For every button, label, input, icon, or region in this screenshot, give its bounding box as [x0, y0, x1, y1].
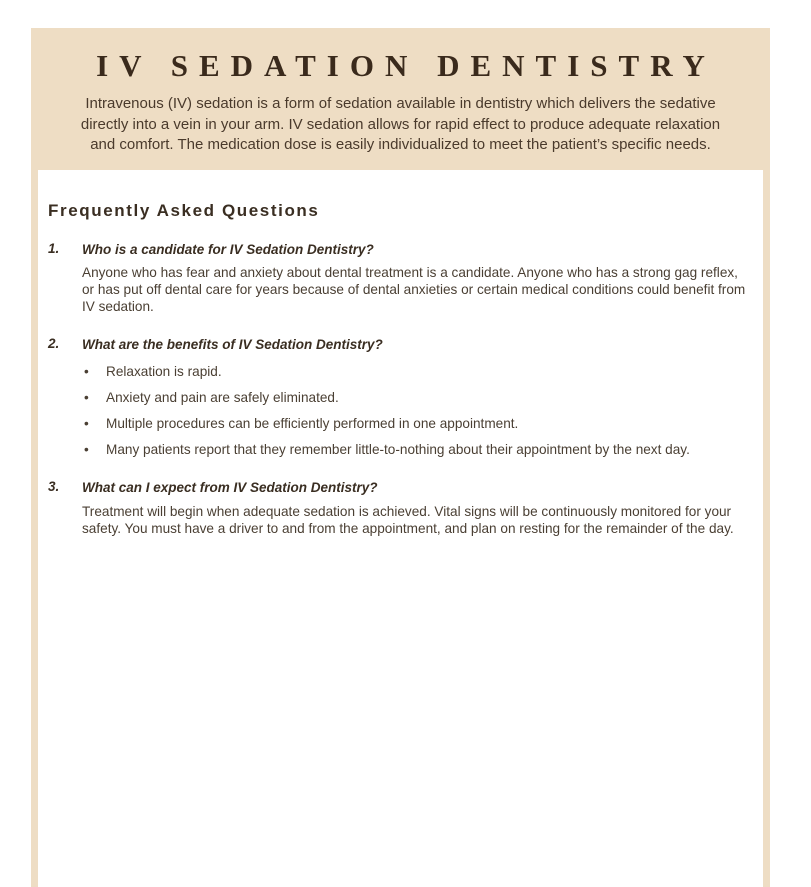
faq-question: What are the benefits of IV Sedation Dentistry? — [82, 337, 383, 353]
faq-item — [48, 479, 751, 536]
faq-bullet-item — [82, 415, 751, 432]
faq-list — [48, 241, 751, 537]
faq-bullet-text: Multiple procedures can be efficiently performed in one appointment. — [106, 416, 519, 432]
faq-question-row — [48, 479, 751, 497]
bullet-icon: • — [84, 390, 89, 406]
faq-answer: Treatment will begin when adequate sedation is achieved. Vital signs will be continuously monitored for your safety. You must have a driver to and from the appointment, and plan on resting for the remainder of the day. — [82, 503, 734, 536]
faq-number: 2. — [48, 336, 60, 352]
faq-question-row — [48, 241, 751, 259]
faq-item — [48, 241, 751, 315]
faq-bullet-item — [82, 389, 751, 406]
banner-description: Intravenous (IV) sedation is a form of sedation available in dentistry which delivers the sedative directly into a vein in your arm. IV sedation allows for rapid effect to produce adequate relaxation and comfort. The medication dose is easily individualized to meet the patient’s specific needs. — [80, 95, 721, 154]
faq-bullet-list — [48, 363, 751, 458]
faq-question: Who is a candidate for IV Sedation Dentistry? — [82, 242, 374, 257]
faq-bullet-text: Many patients report that they remember little-to-nothing about their appointment by the next day. — [106, 442, 690, 458]
faq-number: 3. — [48, 479, 60, 495]
faq-question: What can I expect from IV Sedation Dentistry? — [82, 480, 378, 496]
left-rail-divider — [31, 170, 38, 887]
faq-section-heading: Frequently Asked Questions — [48, 201, 320, 220]
faq-item — [48, 336, 751, 458]
bullet-icon: • — [84, 364, 89, 380]
bullet-icon: • — [84, 442, 89, 458]
right-rail-divider — [763, 170, 770, 887]
page-title: IV SEDATION DENTISTRY — [96, 48, 716, 83]
faq-bullet-text: Relaxation is rapid. — [106, 364, 222, 380]
bullet-icon: • — [84, 416, 89, 432]
main-content — [38, 170, 763, 887]
header-banner — [31, 28, 770, 170]
faq-number: 1. — [48, 241, 60, 256]
faq-question-row — [48, 336, 751, 354]
faq-answer: Anyone who has fear and anxiety about dental treatment is a candidate. Anyone who has a strong gag reflex, or has put off dental care for years because of dental anxieties or certain medical conditions could benefit from IV sedation. — [82, 265, 746, 315]
faq-bullet-item — [82, 441, 751, 458]
faq-bullet-text: Anxiety and pain are safely eliminated. — [106, 390, 339, 406]
faq-bullet-item — [82, 363, 751, 380]
